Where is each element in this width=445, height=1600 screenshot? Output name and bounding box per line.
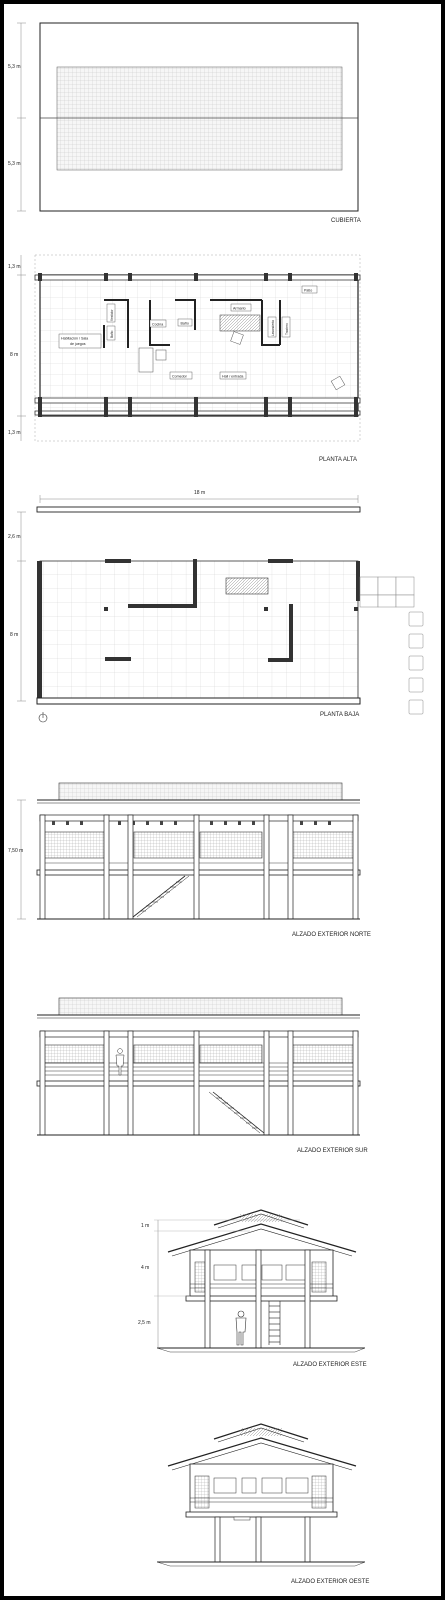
ground-dim-3: 8 m [10,632,19,638]
room-cocina: Cocina [152,322,164,327]
ground-dim-width: 18 m [194,490,206,496]
roof-plan [8,23,358,211]
room-bano-small: Baño [110,330,114,338]
room-vestidor: Vestidor [110,309,114,321]
upper-dim-3: 1,3 m [8,430,21,436]
upper-dim-2: 8 m [10,352,19,358]
room-trastero: Trastero [285,323,289,335]
room-habitacion-1: Habitación / Sala [61,336,89,341]
ground-dim-2: 2,6 m [8,534,21,540]
east-dim-2: 4 m [141,1265,150,1271]
room-armario: Armario [233,306,246,311]
north-dim: 7,50 m [8,848,24,854]
south-elevation-title: ALZADO EXTERIOR SUR [297,1148,368,1154]
ground-floor-title: PLANTA BAJA [320,712,360,718]
room-patio: Patio [304,288,313,293]
room-hall: Hall / entrada [222,374,244,379]
east-dim-1: 1 m [141,1223,150,1229]
north-elevation-title: ALZADO EXTERIOR NORTE [292,932,371,938]
upper-floor-plan [8,255,360,441]
upper-floor-title: PLANTA ALTA [319,457,358,463]
room-habitacion-2: de juegos [70,342,86,346]
roof-dim-top: 5,3 m [8,64,21,70]
east-dim-3: 2,5 m [138,1320,151,1326]
room-bano: Baño [180,321,189,326]
roof-title: CUBIERTA [331,218,361,224]
roof-dim-bottom: 5,3 m [8,161,21,167]
upper-dim-1: 1,3 m [8,264,21,270]
west-elevation-title: ALZADO EXTERIOR OESTE [291,1579,370,1585]
room-lavanderia: Lavandería [271,320,275,336]
room-comedor: Comedor [172,374,187,379]
east-elevation-title: ALZADO EXTERIOR ESTE [293,1362,367,1368]
